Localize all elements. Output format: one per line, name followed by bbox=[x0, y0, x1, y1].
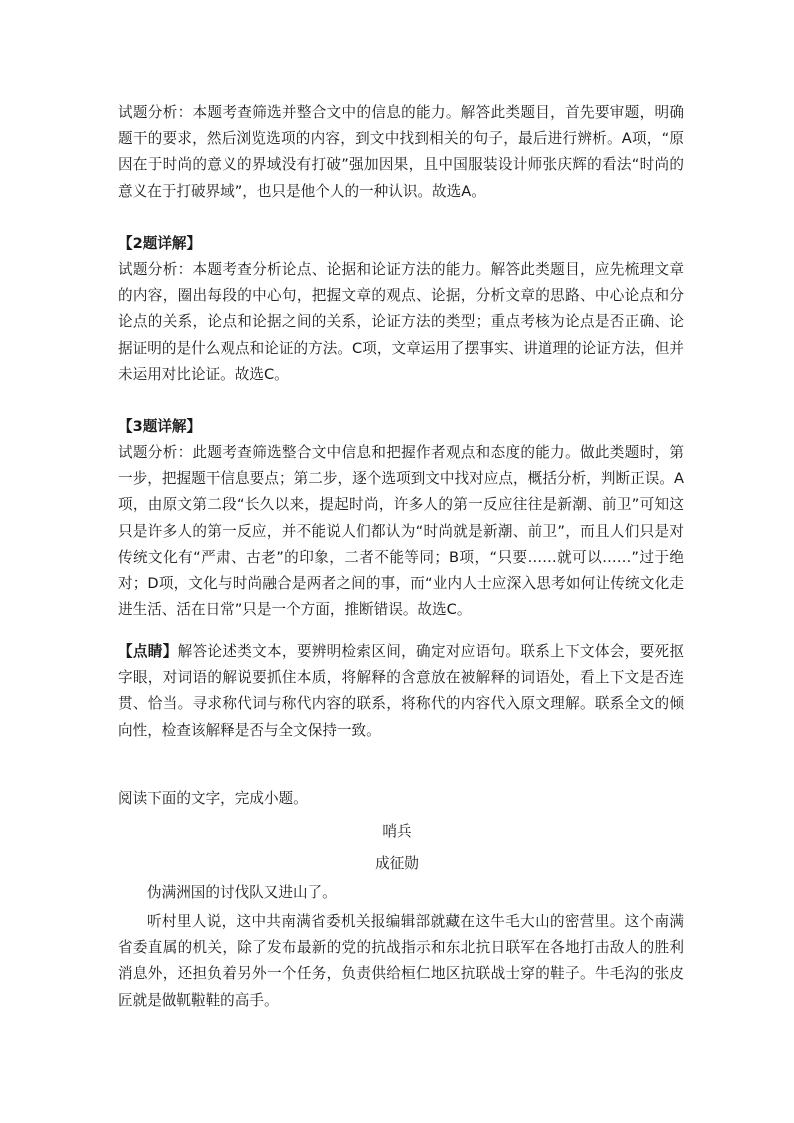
q1-analysis: 试题分析：本题考查筛选并整合文中的信息的能力。解答此类题目，首先要审题，明确题干的要求，然后浏览选项的内容，到文中找到相关的句子，最后进行辨析。A项，“原因在于时尚的意义的界域没有打破”强加因果，且中国服装设计师张庆辉的看法“时尚的意义在于打破界域”，也只是他个人的一种认识。故选A。 bbox=[118, 104, 684, 200]
story-paragraph-1: 伪满洲国的讨伐队又进山了。 bbox=[147, 884, 337, 901]
tip-text: 解答论述类文本，要辨明检索区间，确定对应语句。联系上下文体会，要死抠字眼，对词语的解说要抓住本质，将解释的含意放在被解释的词语处，看上下文是否连贯、恰当。寻求称代词与称代内容的联系，将称代的内容代入原文理解。联系全文的倾向性，检查该解释是否与全文保持一致。 bbox=[118, 643, 684, 739]
q3-analysis: 试题分析：此题考查筛选整合文中信息和把握作者观点和态度的能力。做此类题时，第一步，把握题干信息要点；第二步，逐个选项到文中找对应点，概括分析，判断正误。A项，由原文第二段“长久以来，提起时尚，许多人的第一反应往往是新潮、前卫”可知这只是许多人的第一反应，并不能说人们都认为“时尚就是新潮、前卫”，而且人们只是对传统文化有“严肃、古老”的印象，二者不能等同；B项，“只要……就可以……”过于绝对；D项，文化与时尚融合是两者之间的事，而“业内人士应深入思考如何让传统文化走进生活、活在日常”只是一个方面，推断错误。故选C。 bbox=[118, 444, 684, 619]
q3-heading: 【3题详解】 bbox=[118, 418, 202, 435]
story-title: 哨兵 bbox=[382, 823, 412, 840]
story-author: 成征勋 bbox=[375, 855, 419, 872]
tip-label: 【点睛】 bbox=[118, 643, 178, 660]
reading-instruction: 阅读下面的文字，完成小题。 bbox=[118, 790, 308, 807]
story-paragraph-2: 听村里人说，这中共南满省委机关报编辑部就藏在这牛毛大山的密营里。这个南满省委直属的机关，除了发布最新的党的抗战指示和东北抗日联军在各地打击敌人的胜利消息外，还担负着另外一个任务，负责供给桓仁地区抗联战士穿的鞋子。牛毛沟的张皮匠就是做靰鞡鞋的高手。 bbox=[118, 913, 684, 1009]
tip-paragraph bbox=[118, 639, 684, 744]
q2-heading: 【2题详解】 bbox=[118, 235, 202, 252]
q2-analysis: 试题分析：本题考查分析论点、论据和论证方法的能力。解答此类题目，应先梳理文章的内容，圈出每段的中心句，把握文章的观点、论据，分析文章的思路、中心论点和分论点的关系，论点和论据之间的关系，论证方法的类型；重点考核为论点是否正确、论据证明的是什么观点和论证的方法。C项，文章运用了摆事实、讲道理的论证方法，但并未运用对比论证。故选C。 bbox=[118, 261, 684, 383]
